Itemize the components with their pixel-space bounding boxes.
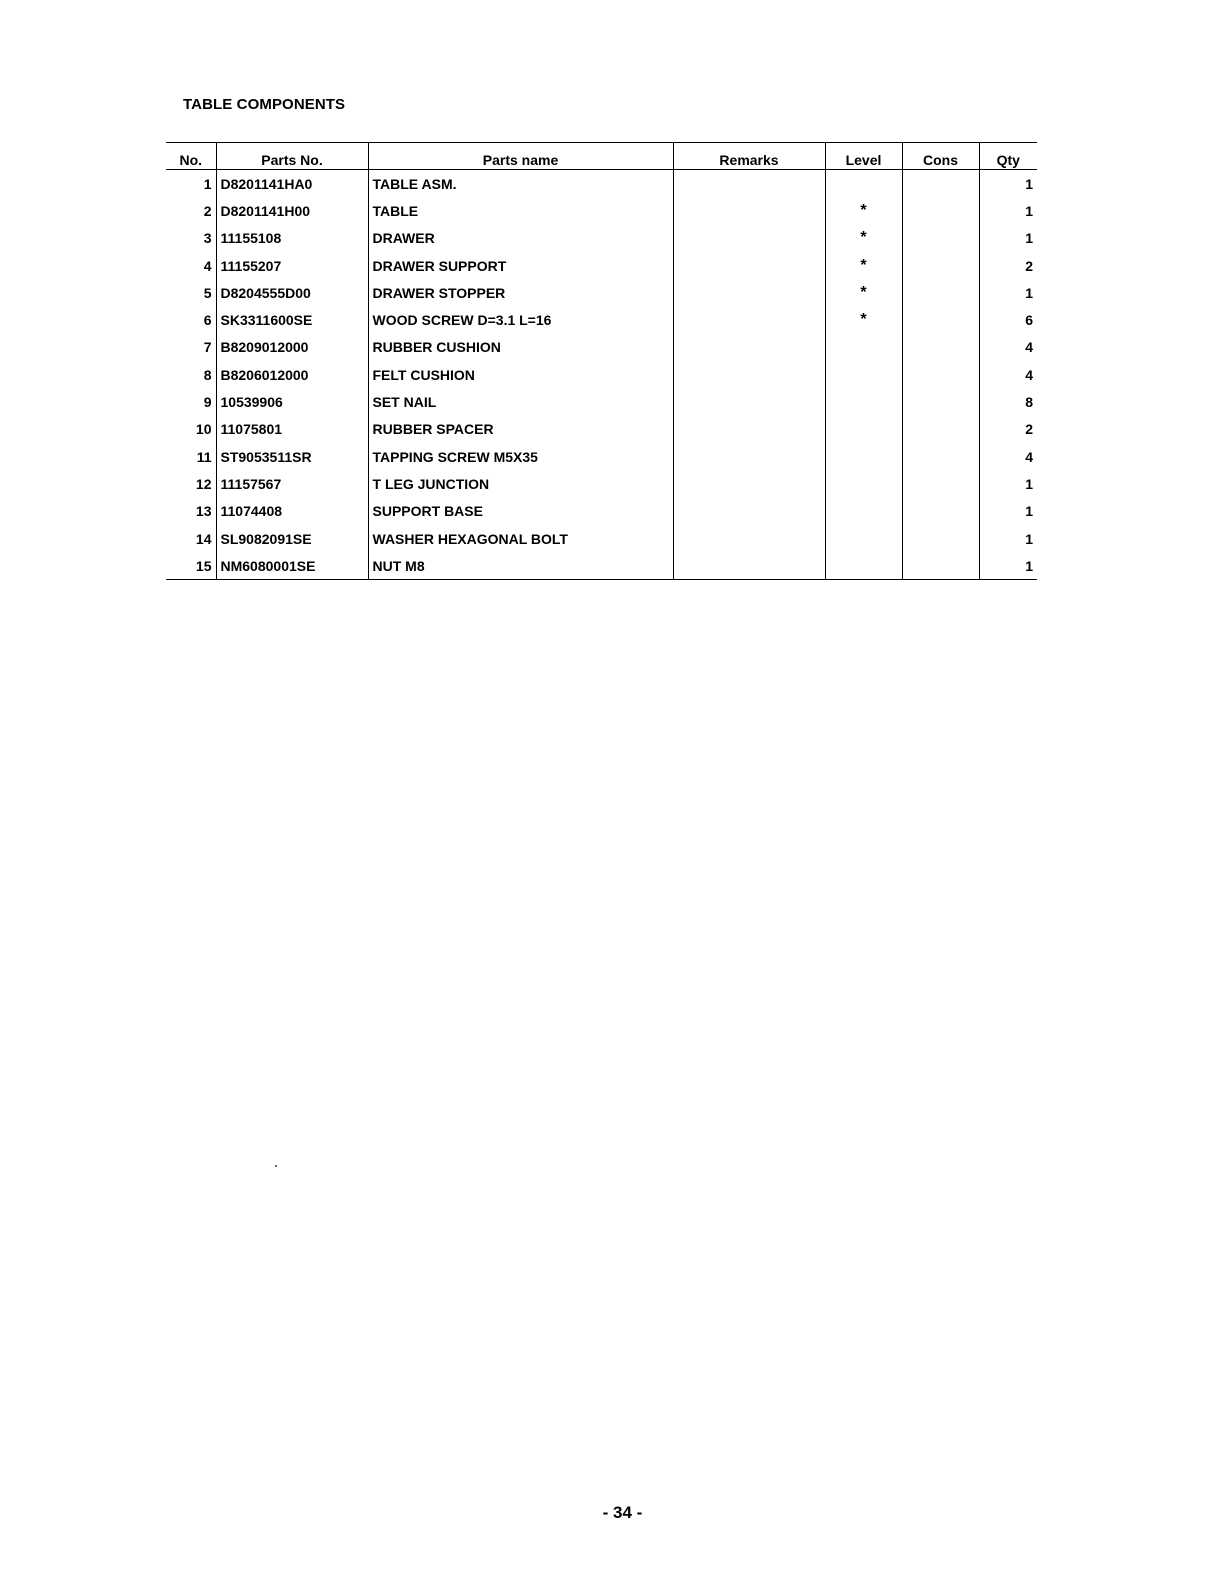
cell-parts-no: ST9053511SR bbox=[216, 443, 368, 470]
cell-level: * bbox=[825, 197, 902, 224]
cell-qty: 1 bbox=[1025, 475, 1033, 492]
cell-qty: 1 bbox=[1025, 202, 1033, 219]
cell-remarks bbox=[673, 170, 825, 198]
cell-level bbox=[825, 525, 902, 552]
cell-qty: 1 bbox=[1025, 230, 1033, 247]
parts-table bbox=[166, 142, 1037, 580]
cell-parts-name: NUT M8 bbox=[368, 552, 673, 580]
cell-no: 2 bbox=[166, 197, 216, 224]
cell-parts-name: RUBBER SPACER bbox=[368, 416, 673, 443]
cell-cons bbox=[902, 170, 979, 198]
cell-cons bbox=[902, 552, 979, 580]
cell-parts-no: SL9082091SE bbox=[216, 525, 368, 552]
col-header-qty: Qty bbox=[979, 143, 1037, 170]
cell-remarks bbox=[673, 306, 825, 333]
cell-qty: 1 bbox=[1025, 284, 1033, 301]
cell-no: 11 bbox=[166, 443, 216, 470]
cell-remarks bbox=[673, 361, 825, 388]
scan-speck bbox=[275, 1165, 277, 1167]
cell-level bbox=[825, 498, 902, 525]
cell-remarks bbox=[673, 443, 825, 470]
header-row bbox=[166, 143, 1037, 170]
col-header-level: Level bbox=[825, 143, 902, 170]
table-row bbox=[166, 361, 1037, 388]
table-row bbox=[166, 552, 1037, 580]
cell-parts-no: D8204555D00 bbox=[216, 279, 368, 306]
cell-level: * bbox=[825, 252, 902, 279]
cell-parts-name: TABLE ASM. bbox=[368, 170, 673, 198]
cell-cons bbox=[902, 388, 979, 415]
table-row bbox=[166, 252, 1037, 279]
cell-qty: 2 bbox=[1025, 421, 1033, 438]
table-row bbox=[166, 388, 1037, 415]
cell-cons bbox=[902, 252, 979, 279]
cell-level bbox=[825, 334, 902, 361]
cell-parts-no: NM6080001SE bbox=[216, 552, 368, 580]
table-row bbox=[166, 525, 1037, 552]
cell-parts-no: D8201141HA0 bbox=[216, 170, 368, 198]
cell-qty: 6 bbox=[1025, 312, 1033, 329]
cell-qty: 1 bbox=[1025, 175, 1033, 192]
cell-parts-no: B8206012000 bbox=[216, 361, 368, 388]
cell-no: 8 bbox=[166, 361, 216, 388]
col-header-cons: Cons bbox=[902, 143, 979, 170]
cell-parts-name: TABLE bbox=[368, 197, 673, 224]
cell-no: 1 bbox=[166, 170, 216, 198]
cell-parts-name: WASHER HEXAGONAL BOLT bbox=[368, 525, 673, 552]
table-row bbox=[166, 279, 1037, 306]
cell-level bbox=[825, 443, 902, 470]
table-row bbox=[166, 416, 1037, 443]
cell-cons bbox=[902, 361, 979, 388]
cell-no: 10 bbox=[166, 416, 216, 443]
cell-level bbox=[825, 361, 902, 388]
cell-parts-no: 11155207 bbox=[216, 252, 368, 279]
cell-level bbox=[825, 470, 902, 497]
cell-parts-name: SUPPORT BASE bbox=[368, 498, 673, 525]
cell-qty: 2 bbox=[1025, 257, 1033, 274]
cell-no: 15 bbox=[166, 552, 216, 580]
cell-qty: 4 bbox=[1025, 339, 1033, 356]
cell-level bbox=[825, 388, 902, 415]
cell-parts-name: WOOD SCREW D=3.1 L=16 bbox=[368, 306, 673, 333]
cell-level bbox=[825, 552, 902, 580]
cell-no: 6 bbox=[166, 306, 216, 333]
cell-no: 7 bbox=[166, 334, 216, 361]
cell-parts-no: B8209012000 bbox=[216, 334, 368, 361]
cell-remarks bbox=[673, 197, 825, 224]
cell-qty: 1 bbox=[1025, 530, 1033, 547]
cell-parts-no: 11157567 bbox=[216, 470, 368, 497]
cell-parts-no: SK3311600SE bbox=[216, 306, 368, 333]
cell-parts-no: 10539906 bbox=[216, 388, 368, 415]
cell-cons bbox=[902, 525, 979, 552]
cell-qty: 4 bbox=[1025, 366, 1033, 383]
table-header bbox=[166, 143, 1037, 170]
cell-cons bbox=[902, 197, 979, 224]
cell-qty: 4 bbox=[1025, 448, 1033, 465]
cell-remarks bbox=[673, 252, 825, 279]
cell-no: 5 bbox=[166, 279, 216, 306]
cell-parts-no: 11075801 bbox=[216, 416, 368, 443]
cell-remarks bbox=[673, 552, 825, 580]
table-row bbox=[166, 225, 1037, 252]
table-row bbox=[166, 470, 1037, 497]
cell-remarks bbox=[673, 334, 825, 361]
cell-level bbox=[825, 170, 902, 198]
cell-remarks bbox=[673, 470, 825, 497]
cell-parts-name: DRAWER SUPPORT bbox=[368, 252, 673, 279]
cell-parts-name: SET NAIL bbox=[368, 388, 673, 415]
cell-remarks bbox=[673, 225, 825, 252]
cell-parts-name: DRAWER STOPPER bbox=[368, 279, 673, 306]
cell-cons bbox=[902, 306, 979, 333]
table-row bbox=[166, 443, 1037, 470]
cell-no: 12 bbox=[166, 470, 216, 497]
cell-cons bbox=[902, 334, 979, 361]
cell-qty: 1 bbox=[979, 552, 1037, 580]
col-header-parts-name: Parts name bbox=[368, 143, 673, 170]
cell-parts-name: TAPPING SCREW M5X35 bbox=[368, 443, 673, 470]
cell-cons bbox=[902, 498, 979, 525]
table-row bbox=[166, 498, 1037, 525]
cell-level bbox=[825, 416, 902, 443]
cell-parts-name: RUBBER CUSHION bbox=[368, 334, 673, 361]
cell-parts-name: T LEG JUNCTION bbox=[368, 470, 673, 497]
cell-remarks bbox=[673, 525, 825, 552]
cell-no: 3 bbox=[166, 225, 216, 252]
table-row bbox=[166, 306, 1037, 333]
page-title: TABLE COMPONENTS bbox=[183, 96, 346, 113]
cell-parts-no: 11155108 bbox=[216, 225, 368, 252]
cell-parts-no: D8201141H00 bbox=[216, 197, 368, 224]
cell-no: 9 bbox=[166, 388, 216, 415]
cell-parts-name: DRAWER bbox=[368, 225, 673, 252]
cell-cons bbox=[902, 225, 979, 252]
cell-qty: 8 bbox=[1025, 394, 1033, 411]
cell-cons bbox=[902, 416, 979, 443]
cell-remarks bbox=[673, 416, 825, 443]
cell-remarks bbox=[673, 279, 825, 306]
col-header-remarks: Remarks bbox=[673, 143, 825, 170]
table-row bbox=[166, 170, 1037, 198]
col-header-parts-no: Parts No. bbox=[216, 143, 368, 170]
cell-no: 13 bbox=[166, 498, 216, 525]
table-body bbox=[166, 170, 1037, 580]
cell-level: * bbox=[825, 306, 902, 333]
page-number: - 34 - bbox=[602, 1503, 643, 1522]
cell-no: 4 bbox=[166, 252, 216, 279]
col-header-no: No. bbox=[166, 143, 216, 170]
cell-cons bbox=[902, 279, 979, 306]
cell-qty: 1 bbox=[1025, 503, 1033, 520]
cell-level: * bbox=[825, 225, 902, 252]
cell-no: 14 bbox=[166, 525, 216, 552]
cell-level: * bbox=[825, 279, 902, 306]
cell-parts-no: 11074408 bbox=[216, 498, 368, 525]
table-row bbox=[166, 334, 1037, 361]
table-row bbox=[166, 197, 1037, 224]
cell-remarks bbox=[673, 498, 825, 525]
cell-parts-name: FELT CUSHION bbox=[368, 361, 673, 388]
cell-remarks bbox=[673, 388, 825, 415]
cell-cons bbox=[902, 470, 979, 497]
cell-cons bbox=[902, 443, 979, 470]
